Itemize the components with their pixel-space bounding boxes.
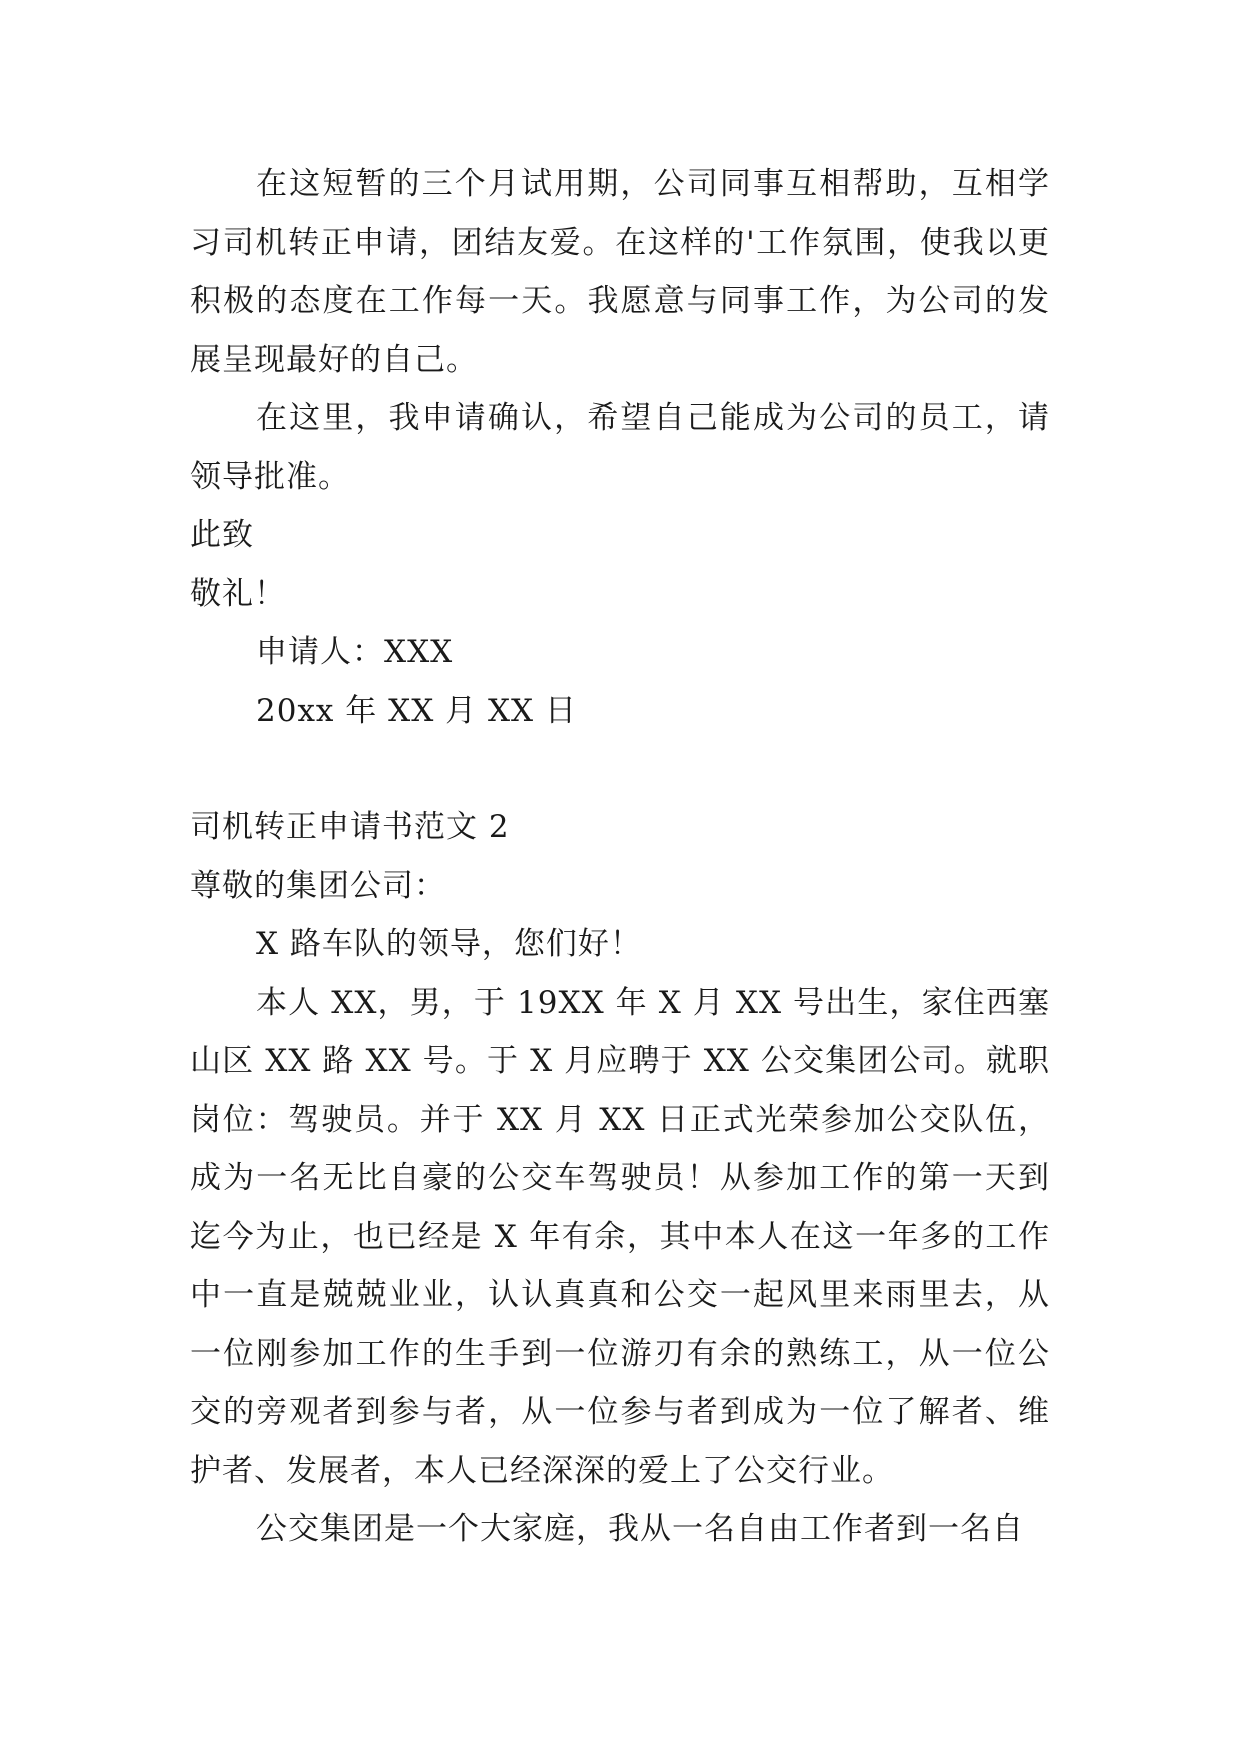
paragraph-self-introduction: 本人 XX，男，于 19XX 年 X 月 XX 号出生，家住西塞山区 XX 路 XX 号。于 X 月应聘于 XX 公交集团公司。就职岗位：驾驶员。并于 XX 月 XX 日正式光荣参加公交队伍，成为一名无比自豪的公交车驾驶员！从参加工作的第一天到迄今为止，也已经是 X 年有余，其中本人在这一年多的工作中一直是兢兢业业，认认真真和公交一起风里来雨里去，从一位刚参加工作的生手到一位游刃有余的熟练工，从一位公交的旁观者到参与者，从一位参与者到成为一位了解者、维护者、发展者，本人已经深深的爱上了公交行业。: [190, 984, 1050, 1489]
paragraph-company-family: 公交集团是一个大家庭，我从一名自由工作者到一名自: [256, 1511, 1024, 1547]
paragraph-probation: 在这短暂的三个月试用期，公司同事互相帮助，互相学习司机转正申请，团结友爱。在这样的'工作氛围，使我以更积极的态度在工作每一天。我愿意与同事工作，为公司的发展呈现最好的自己。: [190, 166, 1050, 378]
closing-line-2: 敬礼！: [190, 575, 286, 612]
salutation: 尊敬的集团公司：: [190, 867, 446, 904]
section-spacer: [190, 740, 1050, 798]
closing-line-1: 此致: [190, 517, 254, 553]
paragraph-request: 在这里，我申请确认，希望自己能成为公司的员工，请领导批准。: [190, 400, 1050, 495]
greeting: X 路车队的领导，您们好！: [256, 926, 642, 962]
document-body: [190, 155, 1050, 1559]
section-title: 司机转正申请书范文 2: [190, 809, 510, 845]
signature-date: 20xx 年 XX 月 XX 日: [256, 692, 577, 729]
applicant-signature: 申请人：XXX: [256, 634, 454, 670]
